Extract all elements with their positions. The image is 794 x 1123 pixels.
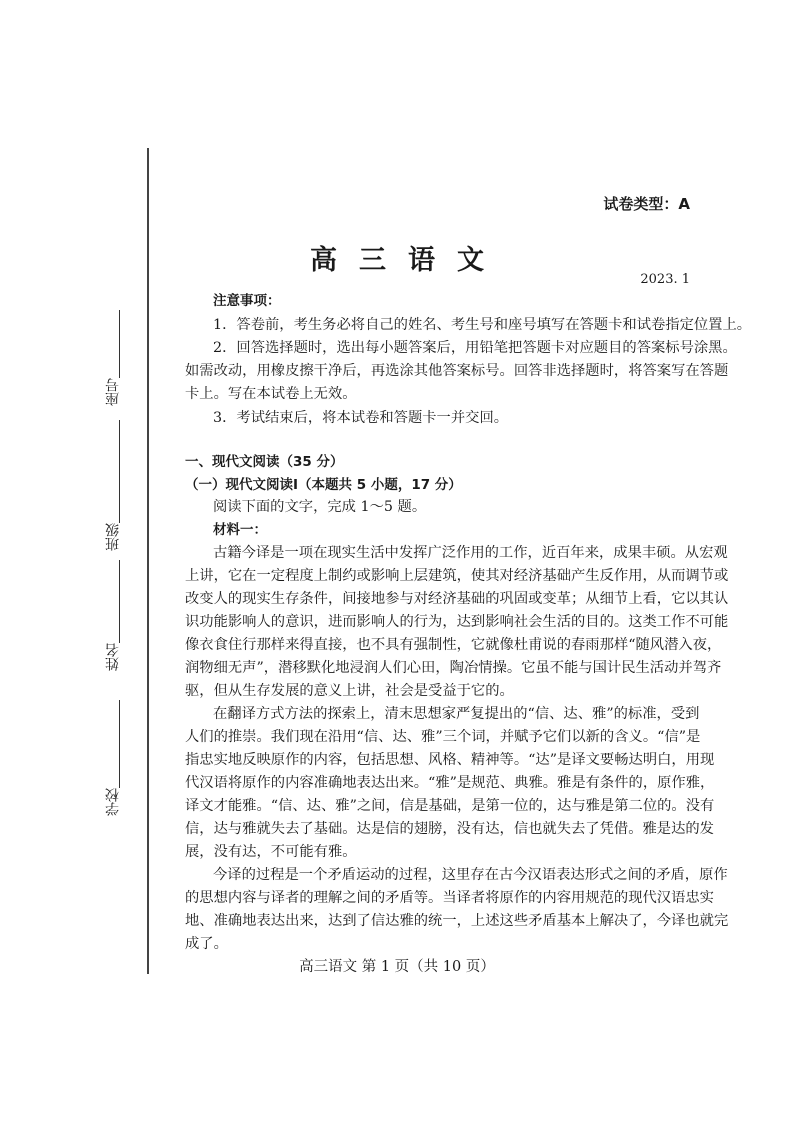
body-line: 地、准确地表达出来，达到了信达雅的统一，上述这些矛盾基本上解决了，今译也就完 bbox=[185, 913, 729, 929]
body-line: 的思想内容与译者的理解之间的矛盾等。当译者将原作的内容用规范的现代汉语忠实 bbox=[185, 890, 714, 906]
body-line: 古籍今译是一项在现实生活中发挥广泛作用的工作，近百年来，成果丰硕。从宏观 bbox=[213, 545, 728, 561]
notice-line: 2．回答选择题时，选出每小题答案后，用铅笔把答题卡对应题目的答案标号涂黑。 bbox=[213, 340, 737, 356]
school-label: 学校 bbox=[105, 788, 121, 816]
body-line: 润物细无声”，潜移默化地浸润人们心田，陶冶情操。它虽不能与国计民生活动并驾齐 bbox=[185, 660, 722, 676]
section-heading: 一、现代文阅读（35 分） bbox=[185, 454, 344, 470]
body-line: 识功能影响人的意识，进而影响人的行为，达到影响社会生活的目的。这类工作不可能 bbox=[185, 614, 729, 630]
body-line: 像衣食住行那样来得直接，也不具有强制性，它就像杜甫说的春雨那样“随风潜入夜， bbox=[185, 637, 722, 653]
school-blank[interactable] bbox=[119, 700, 120, 788]
body-line: 上讲，它在一定程度上制约或影响上层建筑，使其对经济基础产生反作用，从而调节或 bbox=[185, 568, 729, 584]
notice-line: 如需改动，用橡皮擦干净后，再选涂其他答案标号。回答非选择题时，将答案写在答题 bbox=[185, 363, 729, 379]
body-line: 改变人的现实生存条件，间接地参与对经济基础的巩固或变革；从细节上看，它以其认 bbox=[185, 591, 729, 607]
body-line: 今译的过程是一个矛盾运动的过程，这里存在古今汉语表达形式之间的矛盾，原作 bbox=[213, 867, 728, 883]
subsection-heading: （一）现代文阅读Ⅰ（本题共 5 小题，17 分） bbox=[185, 477, 462, 493]
page-footer: 高三语文 第 1 页（共 10 页） bbox=[299, 959, 495, 975]
instruction: 阅读下面的文字，完成 1～5 题。 bbox=[213, 499, 427, 515]
exam-date: 2023. 1 bbox=[640, 272, 690, 287]
body-line: 指忠实地反映原作的内容，包括思想、风格、精神等。“达”是译文要畅达明白，用现 bbox=[185, 752, 715, 768]
class-label: 班级 bbox=[105, 523, 121, 551]
name-blank[interactable] bbox=[119, 560, 120, 643]
notice-line: 1．答卷前，考生务必将自己的姓名、考生号和座号填写在答题卡和试卷指定位置上。 bbox=[213, 317, 752, 333]
seat-number-label: 座号 bbox=[105, 378, 121, 406]
body-line: 人们的推崇。我们现在沿用“信、达、雅”三个词，并赋予它们以新的含义。“信”是 bbox=[185, 729, 701, 745]
notice-line: 卡上。写在本试卷上无效。 bbox=[185, 386, 357, 402]
notice-heading: 注意事项： bbox=[213, 293, 281, 309]
notice-line: 3．考试结束后，将本试卷和答题卡一并交回。 bbox=[213, 410, 509, 426]
body-line: 成了。 bbox=[185, 936, 228, 952]
body-line: 在翻译方式方法的探索上，清末思想家严复提出的“信、达、雅”的标准，受到 bbox=[213, 706, 700, 722]
class-blank[interactable] bbox=[119, 420, 120, 523]
body-line: 驱，但从生存发展的意义上讲，社会是受益于它的。 bbox=[185, 683, 514, 699]
paper-type: 试卷类型：A bbox=[603, 195, 690, 213]
material-label: 材料一： bbox=[213, 522, 267, 538]
body-line: 译文才能雅。“信、达、雅”之间，信是基础，是第一位的，达与雅是第二位的。没有 bbox=[185, 798, 715, 814]
body-line: 代汉语将原作的内容准确地表达出来。“雅”是规范、典雅。雅是有条件的，原作雅， bbox=[185, 775, 715, 791]
body-line: 展，没有达，不可能有雅。 bbox=[185, 844, 357, 860]
seat-number-blank[interactable] bbox=[119, 310, 120, 378]
page-title: 高三语文 bbox=[310, 245, 506, 276]
body-line: 信，达与雅就失去了基础。达是信的翅膀，没有达，信也就失去了凭借。雅是达的发 bbox=[185, 821, 714, 837]
name-label: 姓名 bbox=[105, 643, 121, 671]
